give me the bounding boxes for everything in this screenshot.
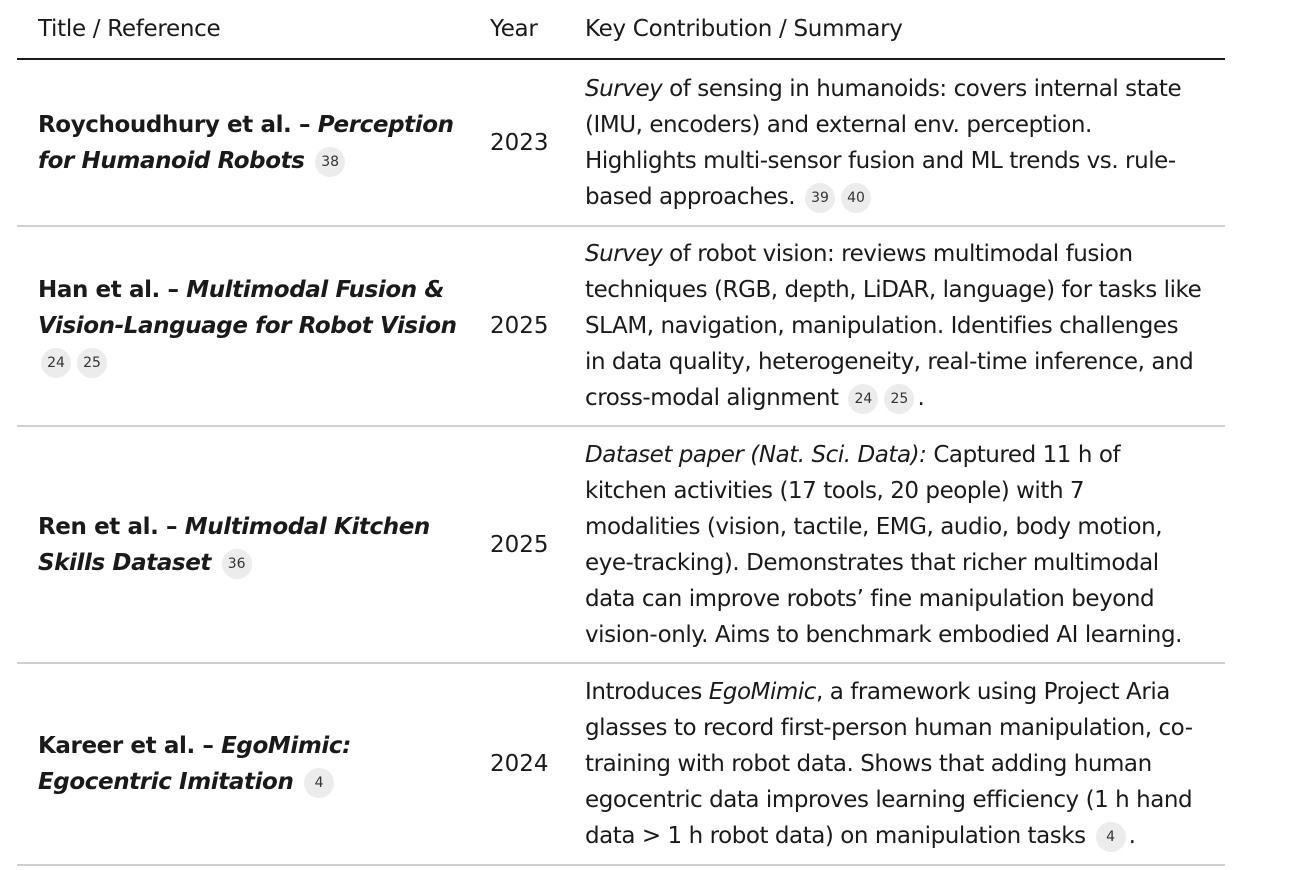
year-cell: 2025	[490, 313, 549, 339]
authors: Roychoudhury et al. –	[38, 111, 318, 138]
summary-cell	[585, 236, 1225, 416]
header-title: Title / Reference	[38, 16, 221, 42]
year-cell: 2024	[490, 751, 549, 777]
summary-text: of sensing in humanoids: covers internal state (IMU, encoders) and external env. perception. Highlights multi-sensor fusion and ML trends vs. rule-based approaches.	[585, 75, 1182, 210]
citation-badge[interactable]: 24	[848, 384, 878, 414]
year-cell: 2025	[490, 531, 549, 558]
citation-badge[interactable]: 24	[41, 348, 71, 378]
header-year: Year	[490, 16, 538, 42]
table-row	[17, 60, 1225, 227]
citation-badge[interactable]: 25	[77, 348, 107, 378]
citation-badge[interactable]: 39	[805, 183, 835, 213]
citation-badge[interactable]: 4	[304, 768, 334, 798]
paper-title: Multimodal Kitchen Skills Dataset	[38, 513, 430, 576]
reference-cell	[17, 107, 490, 179]
paper-title: EgoMimic: Egocentric Imitation	[38, 733, 351, 795]
summary-lead: Survey	[585, 241, 663, 267]
authors: Han et al. –	[38, 277, 187, 303]
citation-badge[interactable]: 40	[841, 183, 871, 213]
table-row	[17, 227, 1225, 427]
summary-text: Captured 11 h of kitchen activities (17 tools, 20 people) with 7 modalities (vision, tactile, EMG, audio, body motion, eye-tracking). Demonstrates that richer multimodal data can improve robots’ fine manipulation beyond vision-only. Aims to benchmark embodied AI learning.	[585, 441, 1182, 648]
summary-text: , a framework using Project Aria glasses to record first-person human manipulation, co-training with robot data. Shows that adding human egocentric data improves learning efficiency (1 h hand data > 1 h robot data) on manipulation tasks	[585, 679, 1193, 849]
citation-badge[interactable]: 25	[884, 384, 914, 414]
summary-lead: EgoMimic	[708, 679, 816, 705]
table-row	[17, 664, 1225, 866]
paper-title: Multimodal Fusion & Vision-Language for Robot Vision	[38, 277, 457, 339]
summary-text: of robot vision: reviews multimodal fusion techniques (RGB, depth, LiDAR, language) for tasks like SLAM, navigation, manipulation. Identifies challenges in data quality, heterogeneity, real-time inference, and cross-modal alignment	[585, 241, 1202, 411]
summary-end: .	[1128, 823, 1136, 849]
reference-cell	[17, 728, 490, 800]
citation-badge[interactable]: 36	[222, 549, 252, 579]
paper-title: Perception for Humanoid Robots	[38, 111, 454, 174]
header-summary: Key Contribution / Summary	[585, 16, 903, 42]
citation-badge[interactable]: 38	[315, 147, 345, 177]
reference-cell	[17, 272, 490, 380]
authors: Kareer et al. –	[38, 733, 222, 759]
summary-cell	[585, 674, 1225, 854]
summary-lead: Survey	[585, 75, 663, 102]
summary-cell	[585, 437, 1225, 653]
summary-lead: Dataset paper (Nat. Sci. Data):	[585, 441, 927, 468]
table-row	[17, 427, 1225, 664]
reference-cell	[17, 509, 490, 581]
summary-cell	[585, 71, 1225, 215]
summary-pre: Introduces	[585, 679, 709, 705]
references-table	[17, 0, 1225, 866]
year-cell: 2023	[490, 129, 549, 156]
authors: Ren et al. –	[38, 513, 185, 540]
summary-end: .	[917, 385, 925, 411]
table-header	[17, 0, 1225, 60]
citation-badge[interactable]: 4	[1096, 822, 1126, 852]
